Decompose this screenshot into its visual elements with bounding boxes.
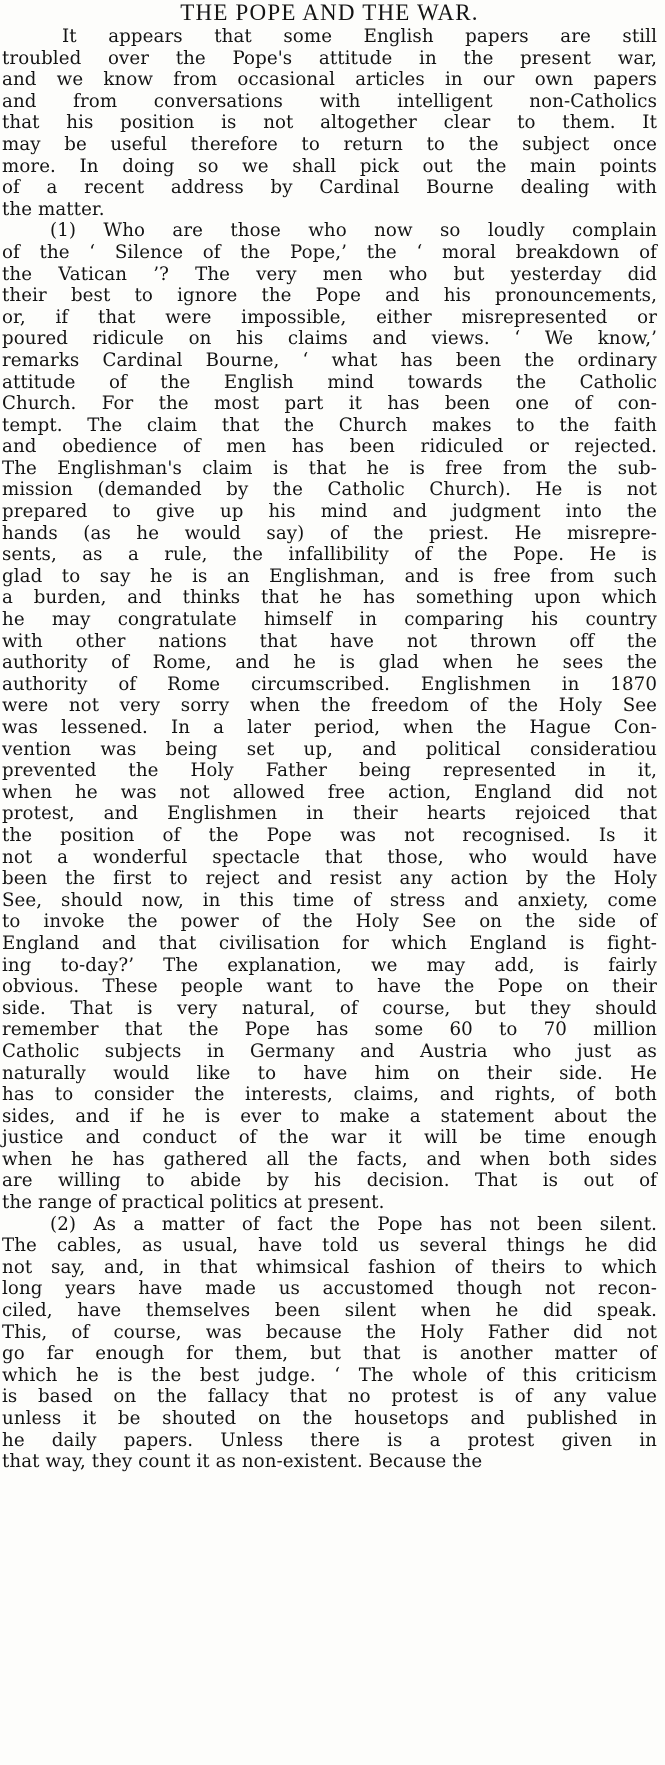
text-line: are willing to abide by his decision. That is out of bbox=[2, 1170, 657, 1192]
text-line: when he was not allowed free action, England did not bbox=[2, 781, 657, 803]
text-line: attitude of the English mind towards the Catholic bbox=[2, 371, 657, 393]
text-line: and obedience of men has been ridiculed or rejected. bbox=[2, 436, 657, 458]
text-line: mission (demanded by the Catholic Church). He is not bbox=[2, 479, 657, 501]
text-line: the matter. bbox=[2, 198, 105, 220]
text-line: long years have made us accustomed though not recon- bbox=[2, 1278, 657, 1300]
text-line: has to consider the interests, claims, and rights, of both bbox=[2, 1084, 657, 1106]
text-line: may be useful therefore to return to the subject once bbox=[2, 133, 657, 155]
text-line: he may congratulate himself in comparing his country bbox=[2, 609, 657, 631]
text-line: not a wonderful spectacle that those, who would have bbox=[2, 846, 657, 868]
text-line: of a recent address by Cardinal Bourne dealing with bbox=[2, 177, 657, 199]
text-line: This, of course, was because the Holy Father did not bbox=[2, 1321, 657, 1343]
text-line: Catholic subjects in Germany and Austria who just as bbox=[2, 1040, 657, 1062]
text-line: side. That is very natural, of course, but they should bbox=[2, 997, 657, 1019]
text-line: It appears that some English papers are still bbox=[62, 26, 657, 47]
text-line: sides, and if he is ever to make a statement about the bbox=[2, 1105, 657, 1127]
text-line: the range of practical politics at present. bbox=[2, 1192, 385, 1214]
text-line: authority of Rome circumscribed. Englishmen in 1870 bbox=[2, 673, 657, 695]
text-line: were not very sorry when the freedom of the Holy See bbox=[2, 695, 657, 717]
text-line: and from conversations with intelligent non-Catholics bbox=[2, 90, 657, 112]
text-line: been the first to reject and resist any action by the Holy bbox=[2, 868, 657, 890]
text-line: prepared to give up his mind and judgment into the bbox=[2, 501, 657, 523]
text-line: tempt. The claim that the Church makes to the faith bbox=[2, 414, 657, 436]
text-line: (2) As a matter of fact the Pope has not been silent. bbox=[50, 1213, 657, 1235]
article-paragraph bbox=[2, 1214, 657, 1473]
text-line: hands (as he would say) of the priest. He misrepre- bbox=[2, 522, 657, 544]
text-line: obvious. These people want to have the Pope on their bbox=[2, 976, 657, 998]
text-line: and we know from occasional articles in our own papers bbox=[2, 69, 657, 91]
article-body bbox=[2, 26, 657, 1473]
text-line: The cables, as usual, have told us several things he did bbox=[2, 1235, 657, 1257]
text-line: which he is the best judge. ‘ The whole of this criticism bbox=[2, 1364, 657, 1386]
text-line: the position of the Pope was not recognised. Is it bbox=[2, 824, 657, 846]
text-line: not say, and, in that whimsical fashion of theirs to which bbox=[2, 1256, 657, 1278]
text-line: is based on the fallacy that no protest is of any value bbox=[2, 1386, 657, 1408]
text-line: See, should now, in this time of stress and anxiety, come bbox=[2, 889, 657, 911]
text-line: naturally would like to have him on their side. He bbox=[2, 1062, 657, 1084]
text-line: protest, and Englishmen in their hearts rejoiced that bbox=[2, 803, 657, 825]
text-line: that way, they count it as non-existent. Because the bbox=[2, 1451, 483, 1473]
text-line: was lessened. In a later period, when the Hague Con- bbox=[2, 717, 657, 738]
text-line: prevented the Holy Father being represented in it, bbox=[2, 760, 657, 782]
text-line: to invoke the power of the Holy See on the side of bbox=[2, 911, 657, 933]
text-line: vention was being set up, and political consideratiou bbox=[2, 738, 657, 760]
article-title: THE POPE AND THE WAR. bbox=[180, 0, 479, 25]
text-line: ciled, have themselves been silent when he did speak. bbox=[2, 1300, 657, 1322]
article-paragraph bbox=[2, 220, 657, 1213]
text-line: a burden, and thinks that he has something upon which bbox=[2, 587, 657, 609]
text-line: The Englishman's claim is that he is free from the sub- bbox=[2, 457, 657, 479]
text-line: justice and conduct of the war it will be time enough bbox=[2, 1127, 657, 1149]
text-line: troubled over the Pope's attitude in the present war, bbox=[2, 47, 657, 69]
text-line: their best to ignore the Pope and his pronouncements, bbox=[2, 285, 657, 307]
text-line: Church. For the most part it has been one of con- bbox=[2, 393, 657, 415]
text-line: or, if that were impossible, either misrepresented or bbox=[2, 306, 657, 328]
text-line: ing to-day?’ The explanation, we may add, is fairly bbox=[2, 954, 657, 976]
article-paragraph bbox=[2, 26, 657, 220]
text-line: that his position is not altogether clear to them. It bbox=[2, 112, 657, 134]
text-line: more. In doing so we shall pick out the main points bbox=[2, 155, 657, 177]
text-line: the Vatican ’? The very men who but yesterday did bbox=[2, 263, 657, 285]
text-line: sents, as a rule, the infallibility of the Pope. He is bbox=[2, 544, 657, 566]
text-line: authority of Rome, and he is glad when he sees the bbox=[2, 652, 657, 674]
text-line: England and that civilisation for which England is fight- bbox=[2, 932, 657, 954]
text-line: go far enough for them, but that is another matter of bbox=[2, 1343, 657, 1365]
text-line: he daily papers. Unless there is a protest given in bbox=[2, 1429, 657, 1451]
text-line: remember that the Pope has some 60 to 70 million bbox=[2, 1019, 657, 1041]
text-line: remarks Cardinal Bourne, ‘ what has been the ordinary bbox=[2, 349, 657, 371]
text-line: of the ‘ Silence of the Pope,’ the ‘ moral breakdown of bbox=[2, 241, 657, 263]
text-line: with other nations that have not thrown off the bbox=[2, 630, 657, 652]
text-line: poured ridicule on his claims and views. ‘ We know,’ bbox=[2, 328, 657, 350]
text-line: when he has gathered all the facts, and when both sides bbox=[2, 1148, 657, 1170]
text-line: (1) Who are those who now so loudly complain bbox=[50, 220, 657, 242]
text-line: unless it be shouted on the housetops and published in bbox=[2, 1408, 657, 1429]
text-line: glad to say he is an Englishman, and is free from such bbox=[2, 565, 657, 587]
